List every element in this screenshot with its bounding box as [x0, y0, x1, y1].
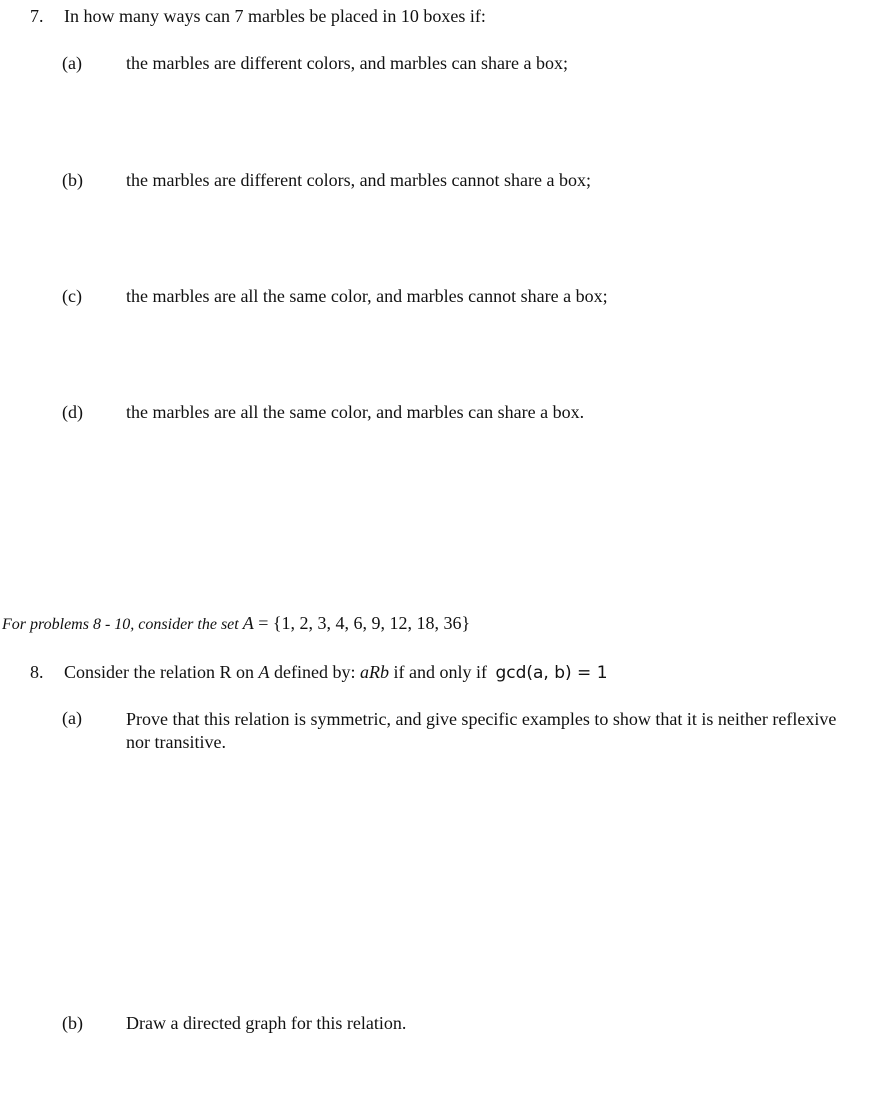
q8-prompt-mid: defined by:	[269, 662, 360, 682]
q7-part-b-text: the marbles are different colors, and marbles cannot share a box;	[126, 170, 591, 190]
q7-part-a-label: (a)	[62, 53, 82, 73]
question-7-number: 7.	[30, 6, 44, 26]
set-intro-lead: For problems 8 - 10, consider the set	[2, 616, 243, 633]
set-name: A	[242, 613, 254, 633]
set-value: {1, 2, 3, 4, 6, 9, 12, 18, 36}	[272, 613, 471, 633]
q7-part-d-label: (d)	[62, 402, 83, 422]
set-equals: =	[253, 613, 273, 633]
q8-part-a-text: Prove that this relation is symmetric, and give specific examples to show that it is neither reflexive nor transitive.	[126, 709, 837, 752]
question-7-prompt: In how many ways can 7 marbles be placed in 10 boxes if:	[64, 6, 486, 26]
q7-part-a-text: the marbles are different colors, and marbles can share a box;	[126, 53, 568, 73]
q8-part-b-label: (b)	[62, 1013, 83, 1033]
q8-prompt-start: Consider the relation R on	[64, 662, 259, 682]
question-8-number: 8.	[30, 662, 44, 682]
q8-part-a-label: (a)	[62, 708, 82, 728]
q7-part-c-text: the marbles are all the same color, and marbles cannot share a box;	[126, 286, 608, 306]
q7-part-b-label: (b)	[62, 170, 83, 190]
set-intro-line	[2, 613, 470, 634]
q7-part-c-label: (c)	[62, 286, 82, 306]
q8-prompt-iff: if and only if	[388, 662, 492, 682]
q8-part-b-text: Draw a directed graph for this relation.	[126, 1013, 407, 1033]
q8-gcd-expression: gcd(a, b) = 1	[495, 663, 608, 683]
q7-part-d-text: the marbles are all the same color, and marbles can share a box.	[126, 402, 585, 422]
q8-set-name: A	[258, 662, 270, 682]
q8-relation: aRb	[359, 662, 389, 682]
question-8-prompt	[64, 662, 608, 683]
